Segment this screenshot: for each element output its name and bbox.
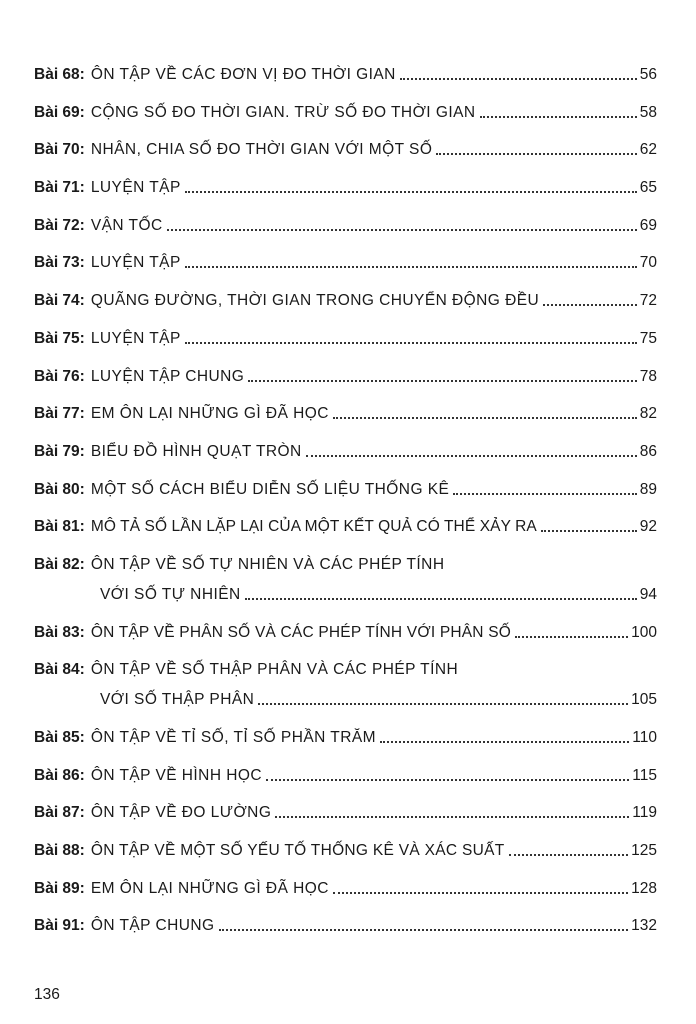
lesson-number: Bài 70: — [34, 141, 85, 159]
toc-entry[interactable] — [34, 284, 657, 322]
lesson-title: LUYỆN TẬP — [90, 179, 181, 197]
page-ref: 105 — [631, 691, 657, 709]
lesson-title: MÔ TẢ SỐ LẦN LẶP LẠI CỦA MỘT KẾT QUẢ CÓ THỂ XẢY RA — [90, 518, 537, 536]
page-ref: 132 — [631, 917, 657, 935]
toc-entry[interactable] — [34, 209, 657, 247]
page-ref: 78 — [639, 367, 657, 385]
dot-leader — [333, 417, 637, 419]
page-ref: 94 — [639, 585, 657, 603]
page-ref: 65 — [639, 179, 657, 197]
page-ref: 100 — [631, 623, 657, 641]
lesson-title: ÔN TẬP CHUNG — [90, 917, 215, 935]
page-ref: 62 — [639, 141, 657, 159]
toc-entry[interactable] — [34, 322, 657, 360]
dot-leader — [400, 78, 637, 80]
page-ref: 86 — [639, 442, 657, 460]
page-ref: 58 — [639, 103, 657, 121]
lesson-title: VẬN TỐC — [90, 216, 163, 234]
toc-entry[interactable] — [34, 653, 657, 721]
dot-leader — [258, 703, 628, 705]
page-ref: 89 — [639, 480, 657, 498]
page-ref: 69 — [639, 216, 657, 234]
lesson-title-continued: VỚI SỐ TỰ NHIÊN — [100, 585, 241, 603]
lesson-title: ÔN TẬP VỀ CÁC ĐƠN VỊ ĐO THỜI GIAN — [90, 66, 396, 83]
toc-entry[interactable] — [34, 548, 657, 616]
page-ref: 110 — [632, 729, 657, 746]
page-ref: 92 — [639, 518, 657, 536]
toc-entry[interactable] — [34, 473, 657, 511]
lesson-title: BIỂU ĐỒ HÌNH QUẠT TRÒN — [90, 442, 302, 460]
lesson-title: CỘNG SỐ ĐO THỜI GIAN. TRỪ SỐ ĐO THỜI GIAN — [90, 103, 476, 121]
toc-entry[interactable] — [34, 360, 657, 398]
lesson-number: Bài 83: — [34, 623, 85, 641]
lesson-title: EM ÔN LẠI NHỮNG GÌ ĐÃ HỌC — [90, 879, 329, 897]
lesson-number: Bài 84: — [34, 661, 85, 679]
lesson-title: ÔN TẬP VỀ PHÂN SỐ VÀ CÁC PHÉP TÍNH VỚI PHÂN SỐ — [90, 623, 511, 641]
lesson-number: Bài 72: — [34, 216, 85, 234]
lesson-title: LUYỆN TẬP CHUNG — [90, 367, 245, 385]
lesson-number: Bài 88: — [34, 842, 85, 860]
lesson-number: Bài 76: — [34, 367, 85, 385]
table-of-contents — [34, 58, 657, 947]
toc-entry[interactable] — [34, 872, 657, 910]
lesson-number: Bài 69: — [34, 103, 85, 121]
dot-leader — [185, 266, 637, 268]
toc-entry[interactable] — [34, 171, 657, 209]
toc-entry[interactable] — [34, 834, 657, 872]
page-ref: 119 — [632, 804, 657, 822]
toc-entry[interactable] — [34, 435, 657, 473]
lesson-title: ÔN TẬP VỀ MỘT SỐ YẾU TỐ THỐNG KÊ VÀ XÁC SUẤT — [90, 842, 505, 860]
dot-leader — [380, 741, 629, 743]
lesson-title: EM ÔN LẠI NHỮNG GÌ ĐÃ HỌC — [90, 405, 329, 423]
lesson-title: ÔN TẬP VỀ SỐ TỰ NHIÊN VÀ CÁC PHÉP TÍNH — [90, 555, 445, 573]
lesson-title: ÔN TẬP VỀ ĐO LƯỜNG — [90, 804, 272, 822]
page-ref: 82 — [639, 405, 657, 423]
lesson-number: Bài 80: — [34, 480, 85, 498]
lesson-number: Bài 68: — [34, 66, 85, 83]
lesson-title-continued: VỚI SỐ THẬP PHÂN — [100, 691, 255, 709]
page-ref: 75 — [639, 329, 657, 347]
dot-leader — [541, 530, 637, 532]
lesson-title: ÔN TẬP VỀ HÌNH HỌC — [90, 766, 263, 784]
dot-leader — [306, 455, 637, 457]
dot-leader — [275, 816, 629, 818]
page-ref: 128 — [631, 879, 657, 897]
lesson-title: LUYỆN TẬP — [90, 329, 181, 347]
lesson-title: ÔN TẬP VỀ SỐ THẬP PHÂN VÀ CÁC PHÉP TÍNH — [90, 661, 459, 679]
dot-leader — [185, 191, 637, 193]
toc-entry[interactable] — [34, 909, 657, 947]
page-ref: 70 — [639, 254, 657, 272]
lesson-title: QUÃNG ĐƯỜNG, THỜI GIAN TRONG CHUYỂN ĐỘNG ĐỀU — [90, 292, 540, 310]
dot-leader — [543, 304, 637, 306]
lesson-number: Bài 73: — [34, 254, 85, 272]
lesson-number: Bài 74: — [34, 292, 85, 310]
dot-leader — [453, 493, 636, 495]
dot-leader — [266, 779, 629, 781]
toc-entry[interactable] — [34, 133, 657, 171]
page-ref: 56 — [639, 66, 657, 83]
lesson-title: NHÂN, CHIA SỐ ĐO THỜI GIAN VỚI MỘT SỐ — [90, 141, 433, 159]
dot-leader — [480, 116, 637, 118]
toc-entry[interactable] — [34, 759, 657, 797]
dot-leader — [245, 598, 637, 600]
lesson-number: Bài 87: — [34, 804, 85, 822]
lesson-number: Bài 85: — [34, 729, 85, 746]
toc-entry[interactable] — [34, 58, 657, 96]
toc-entry[interactable] — [34, 796, 657, 834]
lesson-number: Bài 86: — [34, 766, 85, 784]
lesson-number: Bài 82: — [34, 555, 85, 573]
lesson-title: ÔN TẬP VỀ TỈ SỐ, TỈ SỐ PHẦN TRĂM — [90, 729, 376, 746]
lesson-number: Bài 75: — [34, 329, 85, 347]
lesson-title: MỘT SỐ CÁCH BIỂU DIỄN SỐ LIỆU THỐNG KÊ — [90, 480, 450, 498]
dot-leader — [185, 342, 637, 344]
toc-entry[interactable] — [34, 96, 657, 134]
toc-entry[interactable] — [34, 246, 657, 284]
dot-leader — [515, 636, 628, 638]
lesson-number: Bài 79: — [34, 442, 85, 460]
dot-leader — [509, 854, 629, 856]
page-ref: 72 — [639, 292, 657, 310]
toc-entry[interactable] — [34, 616, 657, 654]
toc-entry[interactable] — [34, 721, 657, 759]
toc-entry[interactable] — [34, 397, 657, 435]
lesson-number: Bài 89: — [34, 879, 85, 897]
toc-entry[interactable] — [34, 510, 657, 548]
dot-leader — [436, 153, 636, 155]
page-ref: 125 — [631, 842, 657, 860]
lesson-number: Bài 81: — [34, 518, 85, 536]
dot-leader — [167, 229, 637, 231]
dot-leader — [219, 929, 629, 931]
dot-leader — [333, 892, 628, 894]
lesson-title: LUYỆN TẬP — [90, 254, 181, 272]
lesson-number: Bài 71: — [34, 179, 85, 197]
lesson-number: Bài 77: — [34, 405, 85, 423]
page-number: 136 — [34, 986, 60, 1003]
dot-leader — [248, 380, 636, 382]
page-ref: 115 — [632, 766, 657, 784]
lesson-number: Bài 91: — [34, 917, 85, 935]
